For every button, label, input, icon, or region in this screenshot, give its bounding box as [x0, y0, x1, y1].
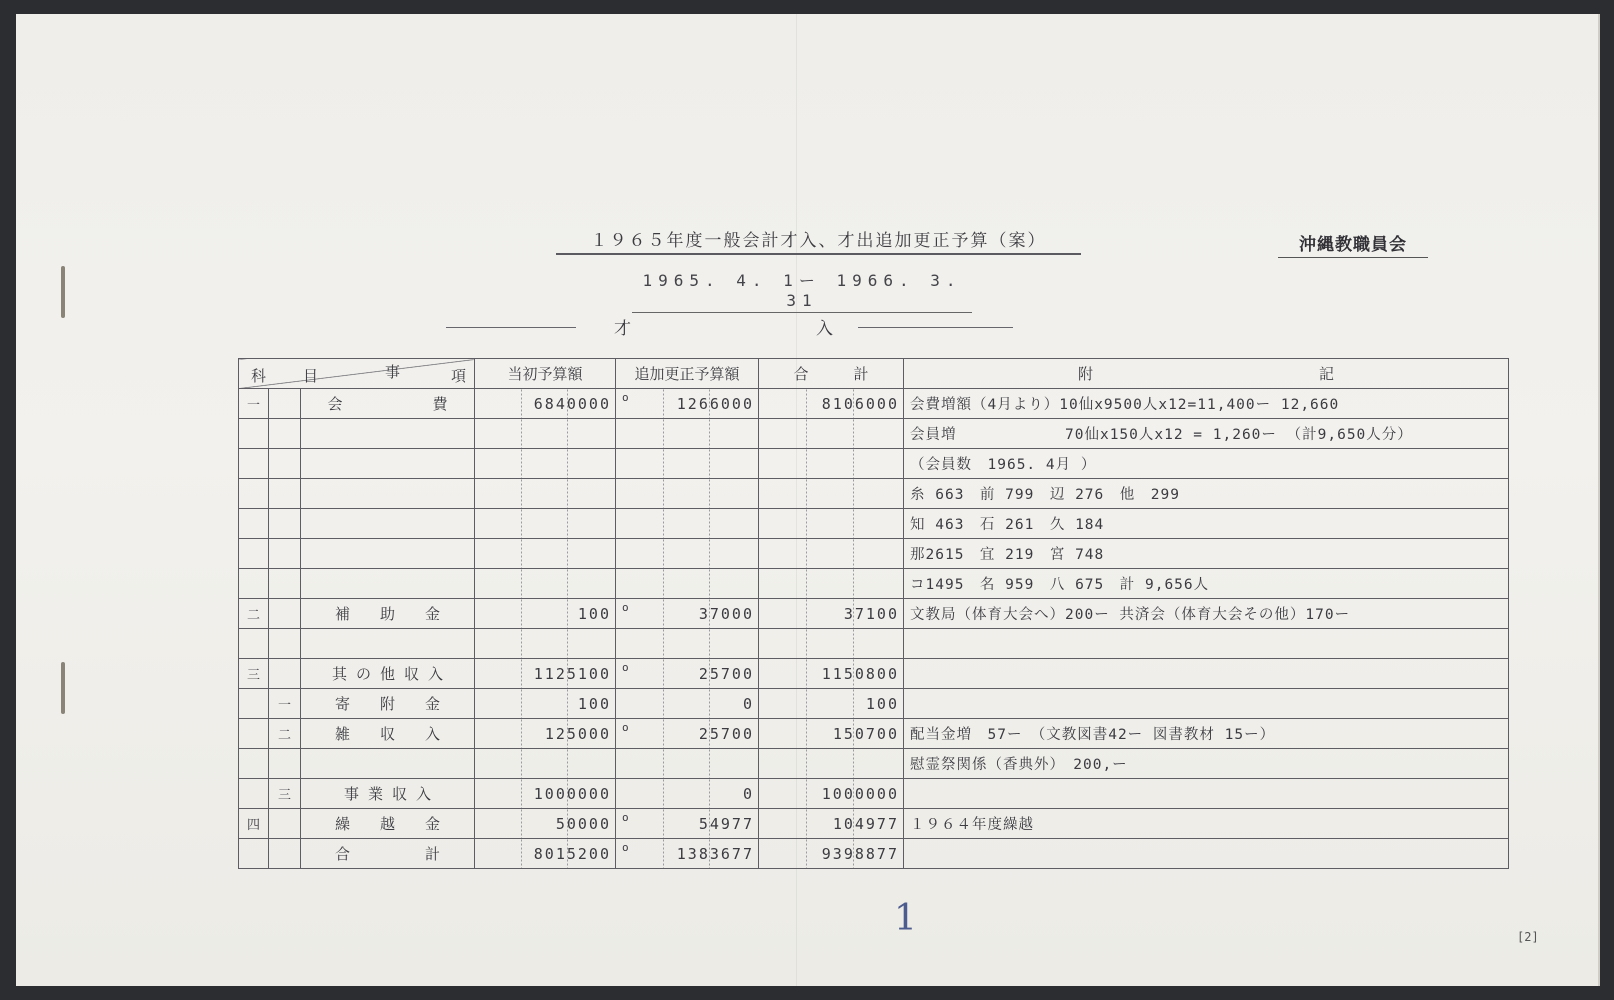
row-note	[904, 479, 1509, 509]
row-total-text: 9398877	[821, 844, 899, 863]
section-char-right: 入	[816, 319, 833, 339]
row-item-name	[301, 839, 475, 869]
row-item-name	[301, 719, 475, 749]
row-category-index	[239, 809, 269, 839]
row-total	[759, 689, 904, 719]
row-additional-budget	[616, 539, 759, 569]
header-initial: 当初予算額	[475, 359, 616, 389]
row-category-index	[239, 749, 269, 779]
row-subcategory-index-text: 二	[277, 728, 291, 743]
row-subcategory-index	[269, 629, 301, 659]
row-subcategory-index	[269, 689, 301, 719]
row-note-text: 知 463 石 261 久 184	[910, 517, 1105, 533]
row-note	[904, 779, 1509, 809]
row-item-name	[301, 809, 475, 839]
row-subcategory-index	[269, 659, 301, 689]
row-additional-budget	[616, 749, 759, 779]
table-header-row	[239, 359, 1509, 389]
row-item-name	[301, 749, 475, 779]
row-total	[759, 599, 904, 629]
row-item-name	[301, 539, 475, 569]
row-additional-budget	[616, 599, 759, 629]
row-subcategory-index	[269, 419, 301, 449]
row-additional-budget-text: 25700	[698, 724, 754, 743]
row-note-text: コ1495 名 959 八 675 計 9,656人	[910, 577, 1210, 593]
row-note	[904, 839, 1509, 869]
organization-name: 沖縄教職員会	[1278, 230, 1428, 258]
row-note-text: （会員数 1965. 4月 ）	[910, 457, 1097, 473]
row-item-name	[301, 509, 475, 539]
row-category-index	[239, 479, 269, 509]
row-additional-budget	[616, 659, 759, 689]
row-item-name	[301, 569, 475, 599]
header-category	[239, 359, 475, 389]
row-category-index	[239, 839, 269, 869]
table-row	[239, 389, 1509, 419]
row-note	[904, 629, 1509, 659]
row-initial-budget	[475, 809, 616, 839]
row-subcategory-index	[269, 479, 301, 509]
row-note	[904, 749, 1509, 779]
row-additional-budget-text: 0	[742, 694, 754, 713]
row-item-name	[301, 419, 475, 449]
header-notes	[904, 359, 1509, 389]
row-initial-budget	[475, 659, 616, 689]
section-char-left: 才	[614, 319, 631, 339]
row-initial-budget-text: 100	[577, 694, 611, 713]
row-note	[904, 569, 1509, 599]
row-note	[904, 599, 1509, 629]
row-initial-budget	[475, 599, 616, 629]
document-title: １９６５年度一般会計才入、才出追加更正予算（案）	[556, 226, 1081, 255]
row-initial-budget-text: 8015200	[533, 844, 611, 863]
row-initial-budget	[475, 569, 616, 599]
row-note-text: 糸 663 前 799 辺 276 他 299	[910, 487, 1180, 503]
row-additional-budget	[616, 509, 759, 539]
budget-table	[238, 358, 1509, 869]
binding-mark-bottom	[61, 662, 65, 714]
row-additional-budget	[616, 419, 759, 449]
table-row	[239, 839, 1509, 869]
row-note	[904, 809, 1509, 839]
row-total	[759, 719, 904, 749]
row-category-index	[239, 539, 269, 569]
row-item-name-text: 其 の 他 収 入	[331, 665, 444, 683]
row-item-name	[301, 689, 475, 719]
row-category-index	[239, 629, 269, 659]
row-total-text: 37100	[843, 604, 899, 623]
table-row	[239, 809, 1509, 839]
row-additional-budget	[616, 629, 759, 659]
row-note	[904, 659, 1509, 689]
table-row	[239, 749, 1509, 779]
row-initial-budget	[475, 689, 616, 719]
row-note-text: 文教局（体育大会へ）200ー 共済会（体育大会その他）170ー	[910, 607, 1351, 623]
row-item-name-text: 繰 越 金	[334, 815, 440, 833]
section-rule-right	[858, 327, 1013, 328]
row-item-name-text: 補 助 金	[334, 605, 440, 623]
row-subcategory-index	[269, 509, 301, 539]
row-note-text: 配当金増 57ー （文教図書42ー 図書教材 15ー）	[910, 727, 1276, 743]
row-note-text: 会員増 70仙x150人x12 = 1,260ー （計9,650人分）	[910, 427, 1413, 443]
row-subcategory-index	[269, 809, 301, 839]
header-additional: 追加更正予算額	[616, 359, 759, 389]
table-row	[239, 659, 1509, 689]
row-additional-budget-text: 25700	[698, 664, 754, 683]
table-row	[239, 449, 1509, 479]
row-item-name-text: 会 費	[327, 395, 448, 413]
row-item-name	[301, 629, 475, 659]
table-row	[239, 719, 1509, 749]
row-total	[759, 749, 904, 779]
row-subcategory-index	[269, 839, 301, 869]
row-additional-budget	[616, 719, 759, 749]
table-row	[239, 509, 1509, 539]
header-ji: 事	[384, 363, 400, 381]
row-total	[759, 419, 904, 449]
row-additional-budget-text: 0	[742, 784, 754, 803]
table-row	[239, 419, 1509, 449]
row-total	[759, 479, 904, 509]
row-subcategory-index-text: 一	[277, 698, 291, 713]
row-total-text: 1150800	[821, 664, 899, 683]
row-category-index	[239, 779, 269, 809]
row-initial-budget-text: 1000000	[533, 784, 611, 803]
row-note-text: 那2615 宜 219 宮 748	[910, 547, 1105, 563]
row-adjust-mark: o	[622, 391, 631, 404]
row-additional-budget-text: 1383677	[676, 844, 754, 863]
table-row	[239, 779, 1509, 809]
row-total	[759, 779, 904, 809]
row-category-index	[239, 659, 269, 689]
row-total-text: 8106000	[821, 394, 899, 413]
row-total	[759, 539, 904, 569]
row-item-name-text: 寄 附 金	[334, 695, 440, 713]
row-adjust-mark: o	[622, 601, 631, 614]
row-additional-budget	[616, 839, 759, 869]
row-total-text: 100	[865, 694, 899, 713]
row-category-index	[239, 599, 269, 629]
row-total	[759, 449, 904, 479]
row-total	[759, 569, 904, 599]
row-total	[759, 809, 904, 839]
row-subcategory-index	[269, 449, 301, 479]
row-category-index-text: 四	[246, 818, 260, 833]
row-total	[759, 389, 904, 419]
row-item-name	[301, 449, 475, 479]
row-initial-budget-text: 6840000	[533, 394, 611, 413]
row-initial-budget	[475, 419, 616, 449]
page-number: 1	[894, 898, 917, 939]
row-category-index	[239, 449, 269, 479]
row-note	[904, 389, 1509, 419]
header-note-left: 附	[1078, 365, 1094, 383]
row-additional-budget	[616, 779, 759, 809]
row-additional-budget	[616, 809, 759, 839]
row-subcategory-index-text: 三	[277, 788, 291, 803]
row-total-text: 150700	[832, 724, 899, 743]
header-note-right: 記	[1318, 365, 1334, 383]
section-rule-left	[446, 327, 576, 328]
row-subcategory-index	[269, 779, 301, 809]
row-initial-budget	[475, 749, 616, 779]
row-subcategory-index	[269, 749, 301, 779]
row-category-index	[239, 719, 269, 749]
row-adjust-mark: o	[622, 661, 631, 674]
row-additional-budget-text: 1266000	[676, 394, 754, 413]
row-total-text: 104977	[832, 814, 899, 833]
row-additional-budget	[616, 569, 759, 599]
row-item-name-text: 雑 収 入	[334, 725, 440, 743]
row-initial-budget	[475, 479, 616, 509]
row-subcategory-index	[269, 599, 301, 629]
row-additional-budget-text: 54977	[698, 814, 754, 833]
row-subcategory-index	[269, 719, 301, 749]
table-row	[239, 539, 1509, 569]
row-item-name	[301, 779, 475, 809]
row-adjust-mark: o	[622, 841, 631, 854]
row-adjust-mark: o	[622, 811, 631, 824]
row-initial-budget	[475, 629, 616, 659]
header-ka: 科	[251, 367, 267, 385]
row-category-index-text: 一	[246, 398, 260, 413]
row-additional-budget	[616, 479, 759, 509]
row-initial-budget	[475, 779, 616, 809]
row-initial-budget-text: 50000	[555, 814, 611, 833]
row-note	[904, 419, 1509, 449]
row-subcategory-index	[269, 539, 301, 569]
table-row	[239, 629, 1509, 659]
row-category-index	[239, 569, 269, 599]
row-initial-budget	[475, 839, 616, 869]
row-additional-budget	[616, 389, 759, 419]
row-item-name	[301, 599, 475, 629]
row-note	[904, 449, 1509, 479]
row-total	[759, 509, 904, 539]
row-note	[904, 719, 1509, 749]
row-item-name	[301, 659, 475, 689]
row-note	[904, 539, 1509, 569]
row-note	[904, 689, 1509, 719]
row-total	[759, 659, 904, 689]
binding-mark-top	[61, 266, 65, 318]
row-initial-budget	[475, 719, 616, 749]
table-row	[239, 569, 1509, 599]
row-item-name	[301, 479, 475, 509]
document-page	[16, 14, 1600, 986]
row-note-text: 会費増額（4月より）10仙x9500人x12=11,400ー 12,660	[910, 397, 1340, 413]
row-note-text: １９６４年度繰越	[910, 817, 1034, 833]
row-item-name	[301, 389, 475, 419]
row-subcategory-index	[269, 569, 301, 599]
row-additional-budget	[616, 689, 759, 719]
row-additional-budget-text: 37000	[698, 604, 754, 623]
row-category-index-text: 三	[246, 668, 260, 683]
row-note	[904, 509, 1509, 539]
fiscal-period: 1965. 4. 1ー 1966. 3. 31	[632, 268, 972, 313]
row-category-index	[239, 389, 269, 419]
header-moku: 目	[303, 367, 319, 385]
corner-mark: [2]	[1517, 930, 1539, 944]
row-category-index	[239, 509, 269, 539]
row-initial-budget	[475, 449, 616, 479]
row-initial-budget	[475, 389, 616, 419]
row-category-index-text: 二	[246, 608, 260, 623]
row-category-index	[239, 419, 269, 449]
row-adjust-mark: o	[622, 721, 631, 734]
table-row	[239, 479, 1509, 509]
row-initial-budget-text: 100	[577, 604, 611, 623]
budget-table-body	[239, 389, 1509, 869]
row-initial-budget	[475, 509, 616, 539]
row-total-text: 1000000	[821, 784, 899, 803]
table-row	[239, 599, 1509, 629]
row-initial-budget-text: 1125100	[533, 664, 611, 683]
table-row	[239, 689, 1509, 719]
row-total	[759, 839, 904, 869]
row-initial-budget-text: 125000	[544, 724, 611, 743]
row-total	[759, 629, 904, 659]
header-kou: 項	[450, 367, 466, 385]
row-additional-budget	[616, 449, 759, 479]
row-category-index	[239, 689, 269, 719]
row-subcategory-index	[269, 389, 301, 419]
row-item-name-text: 事 業 収 入	[343, 785, 432, 803]
row-initial-budget	[475, 539, 616, 569]
row-note-text: 慰霊祭関係（香典外） 200,ー	[910, 757, 1128, 773]
row-item-name-text: 合 計	[334, 845, 440, 863]
header-total: 合 計	[759, 359, 904, 389]
